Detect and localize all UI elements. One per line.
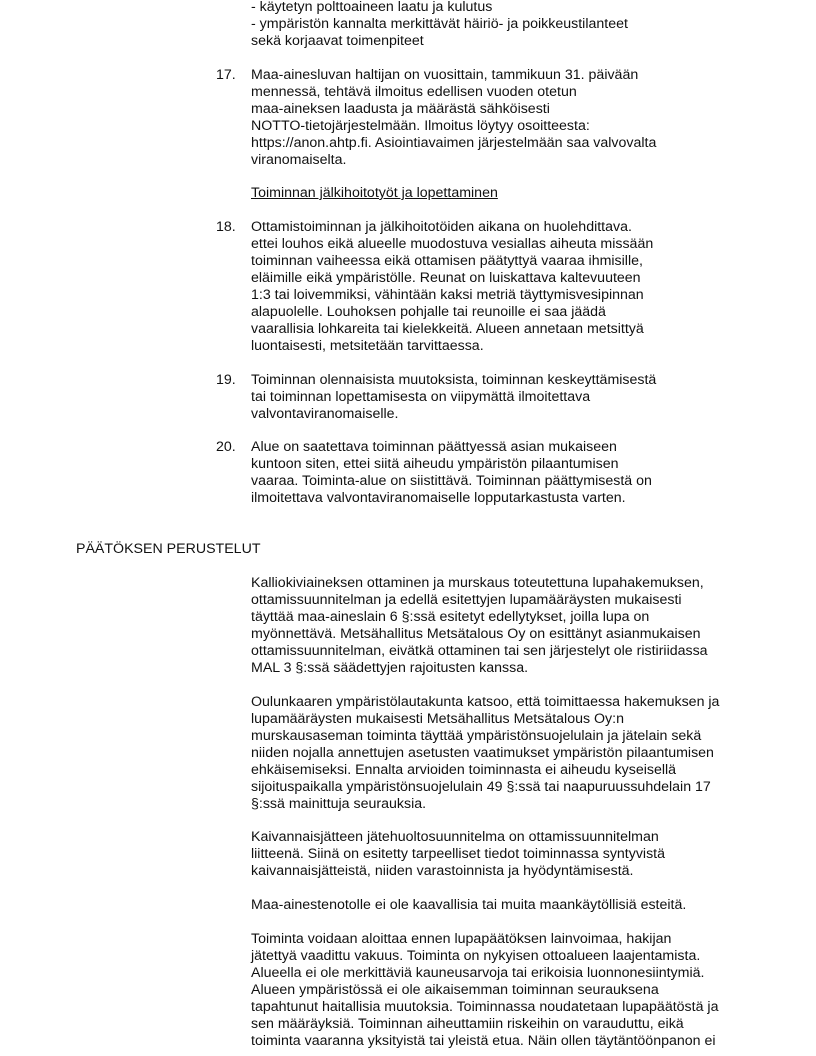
text-line: eläimille eikä ympäristölle. Reunat on luiskattava kaltevuuteen bbox=[251, 270, 641, 286]
text-line: Toiminta voidaan aloittaa ennen lupapäätöksen lainvoimaa, hakijan bbox=[251, 931, 672, 947]
text-line: lupamääräysten mukaisesti Metsähallitus Metsätalous Oy:n bbox=[251, 711, 624, 727]
numbered-item-20 bbox=[251, 439, 751, 507]
paragraph bbox=[251, 897, 751, 914]
text-line: 1:3 tai loivemmiksi, vähintään kaksi metriä täyttymisvesipinnan bbox=[251, 287, 644, 303]
numbered-item-17 bbox=[251, 67, 751, 169]
text-line: Alueella ei ole merkittäviä kauneusarvoja tai erikoisia luonnonesiintymiä. bbox=[251, 965, 705, 981]
text-line: Kalliokiviaineksen ottaminen ja murskaus toteutettuna lupahakemuksen, bbox=[251, 575, 704, 591]
text-line: Alue on saatettava toiminnan päättyessä asian mukaiseen bbox=[251, 439, 617, 455]
text-line: NOTTO-tietojärjestelmään. Ilmoitus löytyy osoitteesta: bbox=[251, 118, 590, 134]
text-line: toiminta vaaranna yksityistä tai yleistä etua. Näin ollen täytäntöönpanon ei bbox=[251, 1033, 716, 1049]
numbered-item-19 bbox=[251, 372, 751, 423]
text-line: ilmoitettava valvontaviranomaiselle lopputarkastusta varten. bbox=[251, 490, 626, 506]
text-line: ettei louhos eikä alueelle muodostuva vesiallas aiheuta missään bbox=[251, 236, 654, 252]
text-line: - ympäristön kannalta merkittävät häiriö- ja poikkeustilanteet bbox=[251, 16, 628, 32]
text-line: kaivannaisjätteistä, niiden varastoinnista ja hyödyntämisestä. bbox=[251, 863, 634, 879]
paragraph bbox=[251, 694, 751, 813]
text-line: sen määräyksiä. Toiminnan aiheuttamiin riskeihin on varauduttu, eikä bbox=[251, 1016, 684, 1032]
subheading: Toiminnan jälkihoitotyöt ja lopettaminen bbox=[251, 185, 498, 201]
text-line: tapahtunut haitallisia muutoksia. Toiminnassa noudatetaan lupapäätöstä ja bbox=[251, 999, 719, 1015]
text-line: tai toiminnan lopettamisesta on viipymättä ilmoitettava bbox=[251, 389, 591, 405]
text-line: maa-aineksen laadusta ja määrästä sähköisesti bbox=[251, 101, 550, 117]
text-line: valvontaviranomaiselle. bbox=[251, 406, 399, 422]
text-line: liitteenä. Siinä on esitetty tarpeelliset tiedot toiminnassa syntyvistä bbox=[251, 846, 666, 862]
text-line: Maa-ainesluvan haltijan on vuosittain, tammikuun 31. päivään bbox=[251, 67, 639, 83]
text-line: täyttää maa-aineslain 6 §:ssä esitetyt edellytykset, joilla lupa on bbox=[251, 609, 650, 625]
paragraph bbox=[251, 575, 751, 677]
text-line: ottamissuunnitelman ja edellä esitettyjen lupamääräysten mukaisesti bbox=[251, 592, 682, 608]
text-line: Maa-ainestenotolle ei ole kaavallisia tai muita maankäytöllisiä esteitä. bbox=[251, 897, 687, 913]
text-line: Oulunkaaren ympäristölautakunta katsoo, että toimittaessa hakemuksen ja bbox=[251, 694, 720, 710]
list-continuation bbox=[251, 0, 751, 50]
text-line: Ottamistoiminnan ja jälkihoitotöiden aikana on huolehdittava. bbox=[251, 219, 632, 235]
paragraph bbox=[251, 829, 751, 880]
text-line: ottamissuunnitelman, eivätkä ottaminen tai sen järjestelyt ole ristiriidassa bbox=[251, 643, 708, 659]
text-line: murskausaseman toiminta täyttää ympäristönsuojelulain ja jätelain sekä bbox=[251, 728, 702, 744]
text-line: Alueen ympäristössä ei ole aikaisemman toiminnan seurauksena bbox=[251, 982, 659, 998]
text-line: myönnettävä. Metsähallitus Metsätalous Oy on esittänyt asianmukaisen bbox=[251, 626, 701, 642]
text-line: ehkäisemiseksi. Ennalta arvioiden toiminnasta ei aiheudu kyseisellä bbox=[251, 762, 677, 778]
text-line: toiminnan vaiheessa eikä ottamisen päätyttyä vaaraa ihmisille, bbox=[251, 253, 643, 269]
text-line: mennessä, tehtävä ilmoitus edellisen vuoden otetun bbox=[251, 84, 577, 100]
text-line: - käytetyn polttoaineen laatu ja kulutus bbox=[251, 0, 493, 15]
text-line: sijoituspaikalla ympäristönsuojelulain 49 §:ssä tai naapuruussuhdelain 17 bbox=[251, 779, 711, 795]
text-line: jätettyä vaadittu vakuus. Toiminta on nykyisen ottoalueen laajentamista. bbox=[251, 948, 701, 964]
item-number: 19. bbox=[216, 372, 236, 388]
text-line: alapuolelle. Louhoksen pohjalle tai reunoille ei saa jäädä bbox=[251, 304, 606, 320]
section-heading: PÄÄTÖKSEN PERUSTELUT bbox=[76, 541, 261, 557]
item-number: 17. bbox=[216, 67, 236, 83]
text-line: luontaisesti, metsitetään tarvittaessa. bbox=[251, 338, 484, 354]
numbered-item-18 bbox=[251, 219, 751, 355]
item-number: 20. bbox=[216, 439, 236, 455]
paragraph bbox=[251, 931, 751, 1050]
text-line: niiden nojalla annettujen asetusten vaatimukset ympäristön pilaantumisen bbox=[251, 745, 714, 761]
text-line: MAL 3 §:ssä säädettyjen rajoitusten kanssa. bbox=[251, 660, 529, 676]
text-line: Toiminnan olennaisista muutoksista, toiminnan keskeyttämisestä bbox=[251, 372, 657, 388]
text-line: vaarallisia lohkareita tai kielekkeitä. Alueen annetaan metsittyä bbox=[251, 321, 644, 337]
text-line: kuntoon siten, ettei siitä aiheudu ympäristön pilaantumisen bbox=[251, 456, 619, 472]
text-line: Kaivannaisjätteen jätehuoltosuunnitelma on ottamissuunnitelman bbox=[251, 829, 659, 845]
text-line: viranomaiselta. bbox=[251, 152, 347, 168]
text-line: vaaraa. Toiminta-alue on siistittävä. Toiminnan päättymisestä on bbox=[251, 473, 652, 489]
text-line: §:ssä mainittuja seurauksia. bbox=[251, 796, 427, 812]
text-line: sekä korjaavat toimenpiteet bbox=[251, 33, 424, 49]
item-number: 18. bbox=[216, 219, 236, 235]
text-line: https://anon.ahtp.fi. Asiointiavaimen järjestelmään saa valvovalta bbox=[251, 135, 657, 151]
